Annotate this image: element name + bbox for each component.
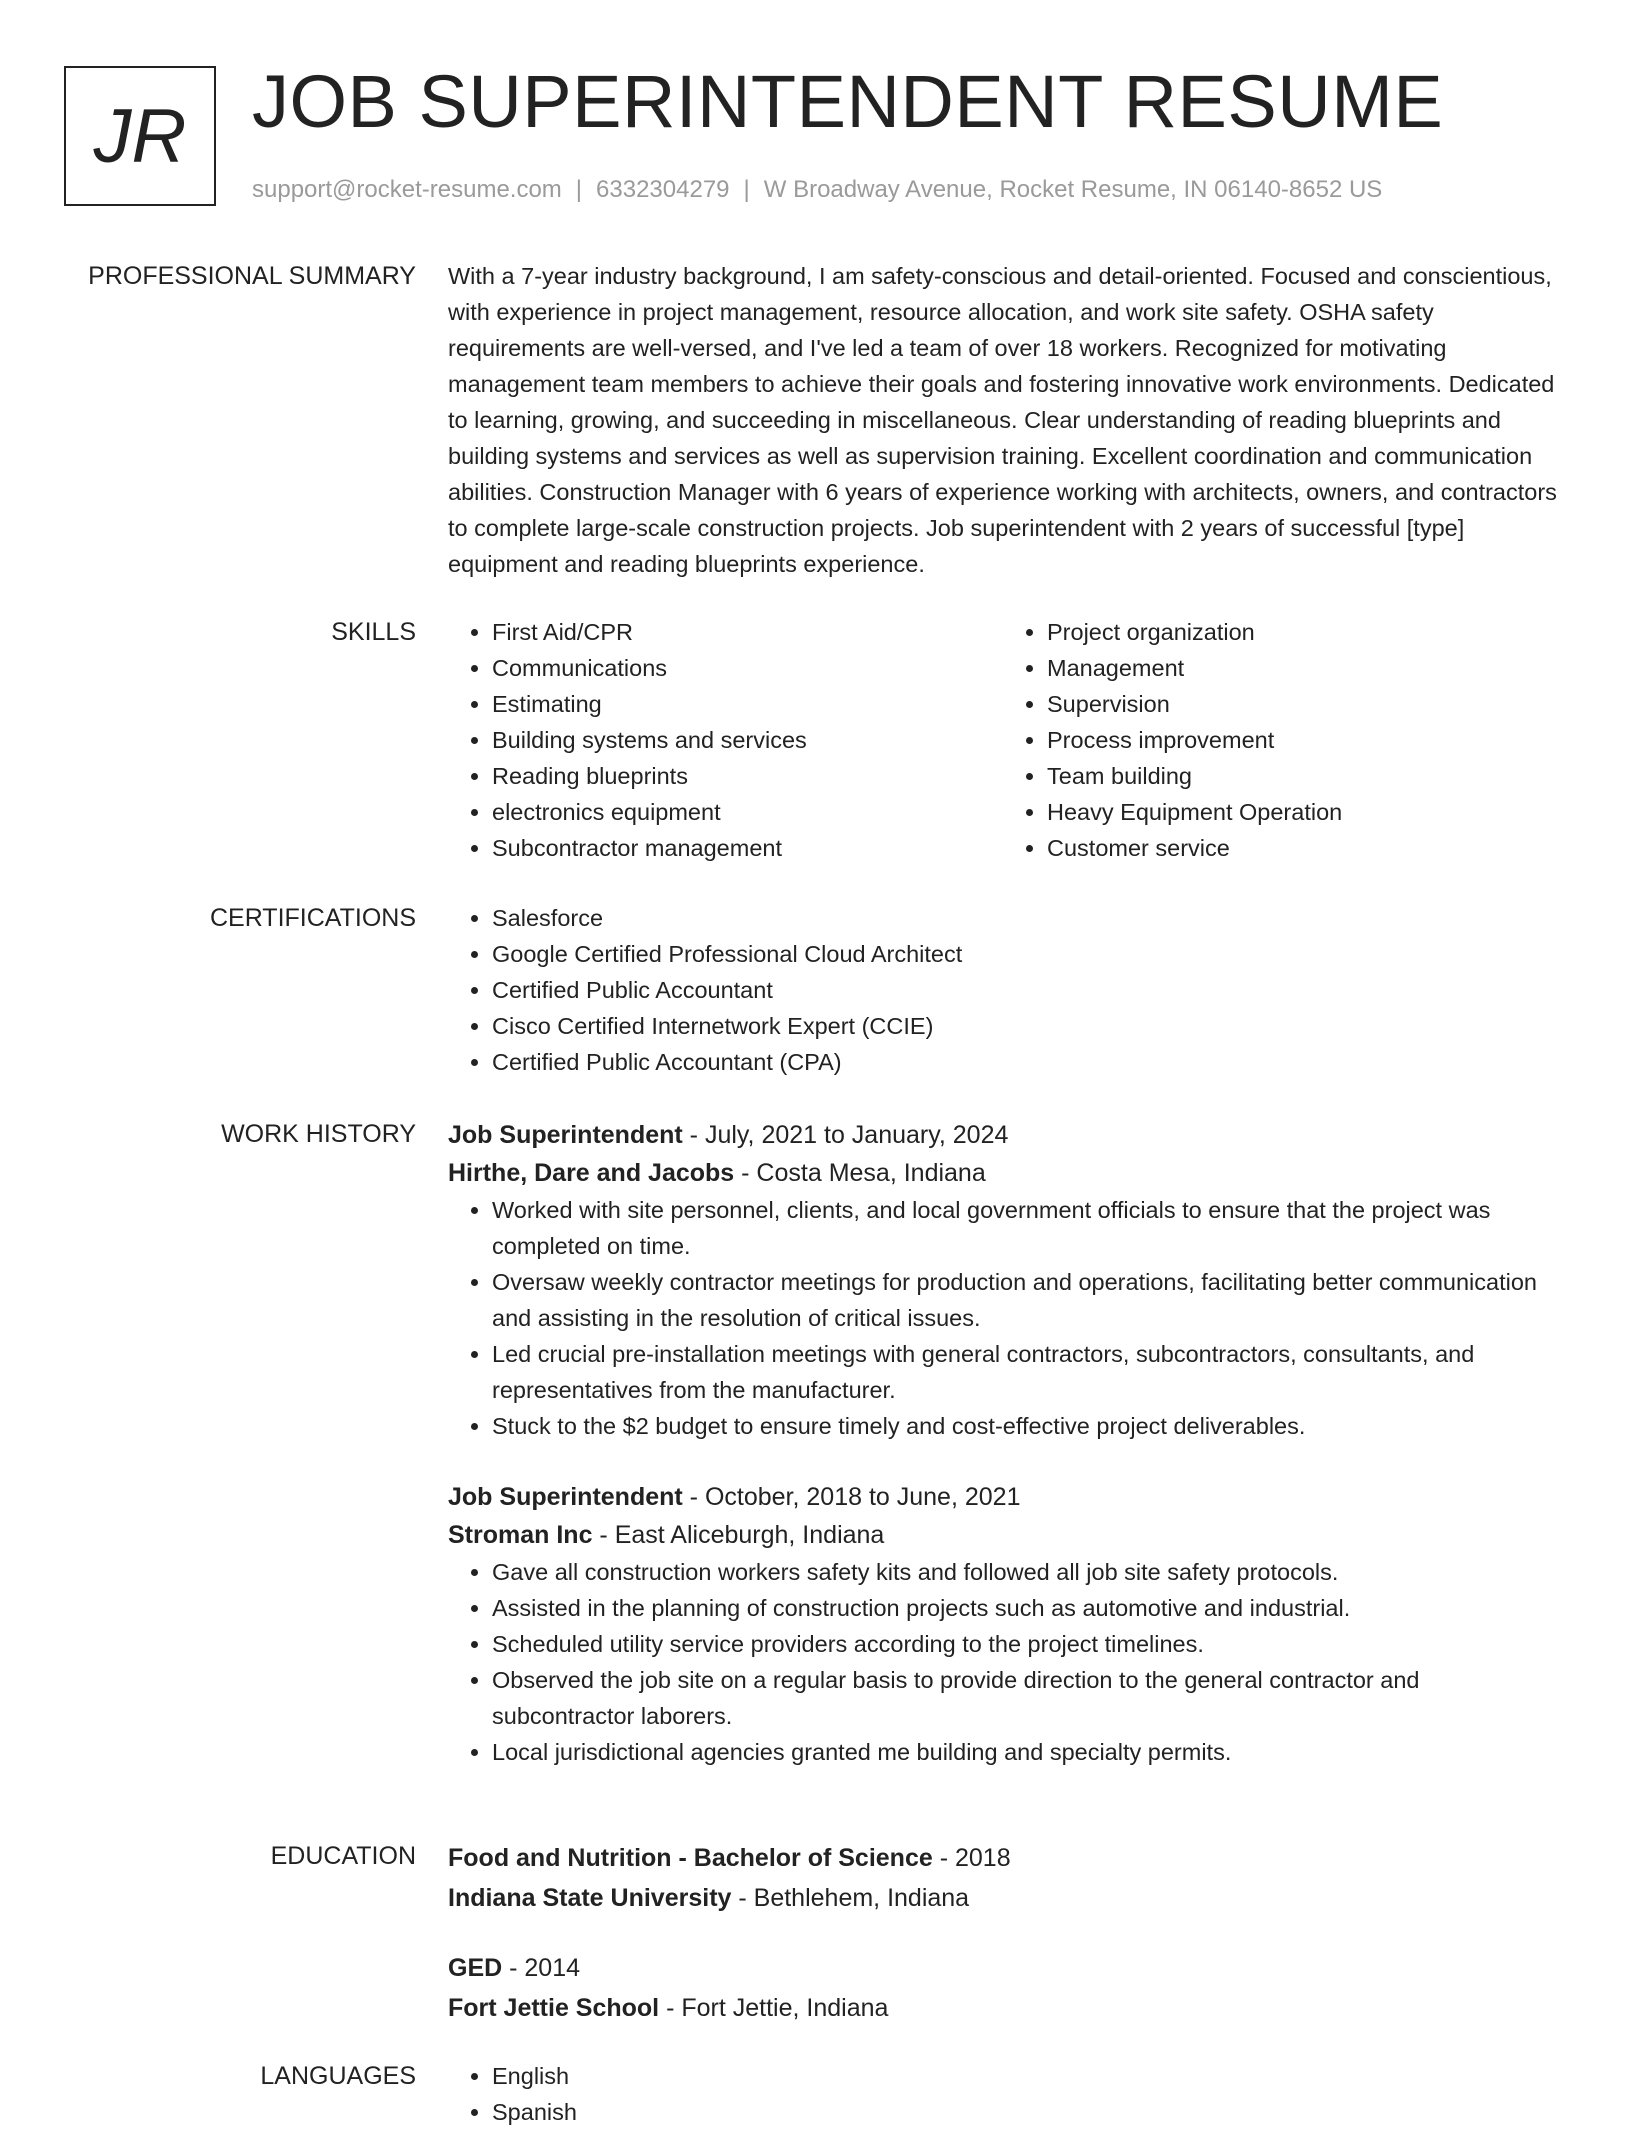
resume-title: JOB SUPERINTENDENT RESUME	[252, 60, 1444, 143]
education-degree: GED	[448, 1954, 503, 1982]
job-title-line	[448, 1116, 1558, 1154]
contact-address: W Broadway Avenue, Rocket Resume, IN 06140-8652 US	[763, 176, 1383, 203]
job-bullet: • Local jurisdictional agencies granted me building and specialty permits.	[492, 1734, 1558, 1770]
section-label-skills: SKILLS	[331, 618, 416, 646]
job-bullet: • Stuck to the $2 budget to ensure timely and cost-effective project deliverables.	[492, 1408, 1558, 1444]
language-item: • Spanish	[492, 2094, 1558, 2130]
education-school: Fort Jettie School	[448, 1994, 660, 2022]
certification-item: • Cisco Certified Internetwork Expert (CCIE)	[492, 1008, 1558, 1044]
skill-item: • Supervision	[1047, 686, 1558, 722]
section-label-summary: PROFESSIONAL SUMMARY	[88, 262, 416, 290]
section-label-education: EDUCATION	[270, 1842, 416, 1870]
summary-text: With a 7-year industry background, I am safety-conscious and detail-oriented. Focused and conscientious, with experience in project management, resource allocation, and work site safety. OSHA safety requirements are well-versed, and I've led a team of over 18 workers. Recognized for motivating management team members to achieve their goals and fostering innovative work environments. Dedicated to learning, growing, and succeeding in miscellaneous. Clear understanding of reading blueprints and building systems and services as well as supervision training. Excellent coordination and communication abilities. Construction Manager with 6 years of experience working with architects, owners, and contractors to complete large-scale construction projects. Job superintendent with 2 years of successful [type] equipment and reading blueprints experience.	[448, 263, 1557, 577]
job-bullet: • Led crucial pre-installation meetings with general contractors, subcontractors, consultants, and representatives from the manufacturer.	[492, 1336, 1558, 1408]
work-history-content	[448, 1116, 1558, 1770]
job-bullet: • Gave all construction workers safety kits and followed all job site safety protocols.	[492, 1554, 1558, 1590]
skill-item: • electronics equipment	[492, 794, 1003, 830]
certification-item: • Salesforce	[492, 900, 1558, 936]
skill-item: • Project organization	[1047, 614, 1558, 650]
skill-item: • Process improvement	[1047, 722, 1558, 758]
job-bullet: • Observed the job site on a regular basis to provide direction to the general contractor and subcontractor laborers.	[492, 1662, 1558, 1734]
language-item: • English	[492, 2058, 1558, 2094]
job-dates: - October, 2018 to June, 2021	[682, 1483, 1021, 1511]
contact-line	[252, 174, 1382, 206]
skill-item: • Subcontractor management	[492, 830, 1003, 866]
skill-item: • Customer service	[1047, 830, 1558, 866]
job-location: - East Aliceburgh, Indiana	[592, 1521, 885, 1549]
education-degree-line	[448, 1948, 1558, 1988]
job-entry	[448, 1478, 1558, 1770]
skill-item: • First Aid/CPR	[492, 614, 1003, 650]
education-school-line	[448, 1878, 1558, 1918]
job-dates: - July, 2021 to January, 2024	[682, 1121, 1009, 1149]
job-title-line	[448, 1478, 1558, 1516]
job-bullet: • Oversaw weekly contractor meetings for production and operations, facilitating better communication and assisting in the resolution of critical issues.	[492, 1264, 1558, 1336]
job-entry	[448, 1116, 1558, 1444]
contact-phone[interactable]: 6332304279	[596, 176, 730, 203]
education-degree: Food and Nutrition - Bachelor of Science	[448, 1844, 933, 1872]
skill-item: • Reading blueprints	[492, 758, 1003, 794]
skill-item: • Heavy Equipment Operation	[1047, 794, 1558, 830]
education-location: - Fort Jettie, Indiana	[659, 1994, 889, 2022]
section-label-languages: LANGUAGES	[260, 2062, 416, 2090]
job-title: Job Superintendent	[448, 1121, 683, 1149]
job-bullets	[448, 1554, 1558, 1770]
certification-item: • Certified Public Accountant (CPA)	[492, 1044, 1558, 1080]
contact-separator: |	[743, 176, 750, 203]
certifications-content	[448, 900, 1558, 1080]
job-company: Hirthe, Dare and Jacobs	[448, 1159, 735, 1187]
job-bullet: • Assisted in the planning of construction projects such as automotive and industrial.	[492, 1590, 1558, 1626]
skill-item: • Team building	[1047, 758, 1558, 794]
education-year: - 2018	[932, 1844, 1011, 1872]
job-bullets	[448, 1192, 1558, 1444]
job-location: - Costa Mesa, Indiana	[734, 1159, 986, 1187]
job-bullet: • Worked with site personnel, clients, and local government officials to ensure that the project was completed on time.	[492, 1192, 1558, 1264]
job-company: Stroman Inc	[448, 1521, 593, 1549]
skills-columns	[448, 614, 1558, 866]
job-bullet: • Scheduled utility service providers according to the project timelines.	[492, 1626, 1558, 1662]
education-location: - Bethlehem, Indiana	[731, 1884, 970, 1912]
education-entry	[448, 1838, 1558, 1918]
contact-email[interactable]: support@rocket-resume.com	[252, 176, 562, 203]
education-school: Indiana State University	[448, 1884, 732, 1912]
skill-item: • Building systems and services	[492, 722, 1003, 758]
job-company-line	[448, 1516, 1558, 1554]
education-entry	[448, 1948, 1558, 2028]
section-label-certifications: CERTIFICATIONS	[209, 904, 416, 932]
skill-item: • Management	[1047, 650, 1558, 686]
skills-list-right	[1003, 614, 1558, 866]
job-company-line	[448, 1154, 1558, 1192]
languages-content	[448, 2058, 1558, 2130]
languages-list	[448, 2058, 1558, 2130]
education-content	[448, 1838, 1558, 2028]
summary-content	[448, 258, 1558, 582]
education-school-line	[448, 1988, 1558, 2028]
job-title: Job Superintendent	[448, 1483, 683, 1511]
certification-item: • Certified Public Accountant	[492, 972, 1558, 1008]
contact-separator: |	[575, 176, 583, 203]
certifications-list	[448, 900, 1558, 1080]
education-degree-line	[448, 1838, 1558, 1878]
section-label-work-history: WORK HISTORY	[221, 1120, 416, 1148]
skill-item: • Estimating	[492, 686, 1003, 722]
education-year: - 2014	[502, 1954, 581, 1982]
monogram-box: JR	[64, 66, 216, 206]
skills-list-left	[448, 614, 1003, 866]
skill-item: • Communications	[492, 650, 1003, 686]
certification-item: • Google Certified Professional Cloud Architect	[492, 936, 1558, 972]
